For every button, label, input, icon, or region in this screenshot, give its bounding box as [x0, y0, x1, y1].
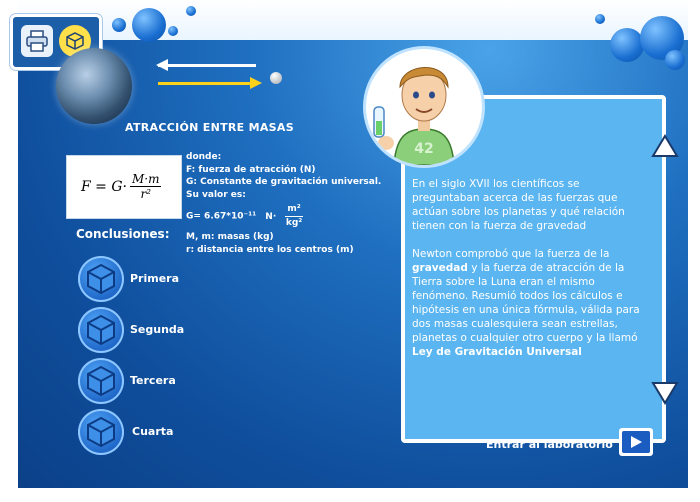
character-avatar [363, 46, 485, 168]
left-frame [0, 0, 18, 502]
def-g-unit-num: m² [285, 203, 302, 217]
decor-bubble [132, 8, 166, 42]
panel-p2-d: Ley de Gravitación Universal [412, 346, 582, 358]
arrow-right-icon [158, 82, 252, 85]
lab-label[interactable]: Entrar al laboratorio [486, 438, 613, 451]
definitions [186, 151, 381, 256]
page-title: ATRACCIÓN ENTRE MASAS [125, 121, 294, 134]
def-su-valor: Su valor es: [186, 189, 246, 200]
formula-denominator: r² [140, 187, 151, 201]
def-g-unit-n: N· [265, 211, 277, 222]
def-g-value-row [186, 203, 381, 229]
conclusion-label: Primera [130, 272, 180, 285]
earth-image [56, 48, 132, 124]
conclusiones-label: Conclusiones: [76, 227, 170, 241]
def-g-unit-fraction [285, 203, 302, 229]
lab-button-inner [622, 431, 650, 453]
panel-p2-c: y la fuerza de atracción de la Tierra sobre la Luna eran el mismo fenómeno. Resumió todos los cálculos e hipótesis en una única fórmula, válida para dos masas cualesquiera sean estrellas, planetas o cualquier otro cuerpo y la llamó [412, 262, 640, 344]
decor-bubble [186, 6, 196, 16]
def-r: r: distancia entre los centros (m) [186, 244, 354, 255]
decor-bubble [112, 18, 126, 32]
def-g: G: Constante de gravitación universal. [186, 177, 382, 187]
def-g-unit-den: kg² [285, 217, 303, 228]
panel-p2-a: Newton comprobó que la fuerza de la [412, 248, 610, 260]
shirt-number: 42 [414, 141, 434, 157]
conclusion-item[interactable] [74, 358, 214, 408]
conclusion-item[interactable] [74, 409, 214, 459]
cube-icon [78, 307, 124, 353]
triangle-down-icon[interactable] [650, 380, 680, 406]
cube-icon [78, 256, 124, 302]
conclusion-label: Tercera [130, 374, 176, 387]
cube-icon [78, 358, 124, 404]
bottom-frame [0, 488, 700, 502]
play-arrow-icon [629, 435, 643, 449]
decor-bubble [595, 14, 605, 24]
moon-image [270, 72, 282, 84]
info-panel-content [412, 177, 648, 373]
conclusion-item[interactable] [74, 256, 214, 306]
panel-paragraph-1: En el siglo XVII los científicos se preguntaban acerca de las fuerzas que actúan sobre los planetas y qué relación tienen con la fuerza de gravedad [412, 178, 625, 232]
formula-fraction [130, 172, 161, 201]
formula-box [66, 155, 182, 219]
cube-icon [78, 409, 124, 455]
decor-bubble [168, 26, 178, 36]
conclusion-label: Segunda [130, 323, 185, 336]
def-mm: M, m: masas (kg) [186, 232, 274, 242]
panel-p2-b: gravedad [412, 262, 468, 274]
print-button[interactable] [21, 25, 53, 57]
triangle-up-icon[interactable] [650, 133, 680, 159]
decor-bubble [665, 50, 685, 70]
def-g-value: G= 6.67*10⁻¹¹ [186, 211, 257, 222]
def-f: F: fuerza de atracción (N) [186, 164, 316, 175]
cube-icon [65, 31, 85, 51]
boy-illustration [366, 49, 482, 165]
formula [81, 172, 161, 201]
conclusion-item[interactable] [74, 307, 214, 357]
formula-lhs: F = G· [81, 178, 127, 195]
panel-paragraph-2 [412, 247, 648, 359]
decor-bubble [610, 28, 644, 62]
def-donde: donde: [186, 152, 222, 162]
printer-icon [25, 30, 49, 52]
lab-button[interactable] [619, 428, 653, 456]
arrow-left-icon [158, 64, 256, 67]
right-frame [688, 0, 700, 502]
formula-numerator: M·m [131, 172, 160, 186]
conclusion-label: Cuarta [132, 425, 174, 438]
